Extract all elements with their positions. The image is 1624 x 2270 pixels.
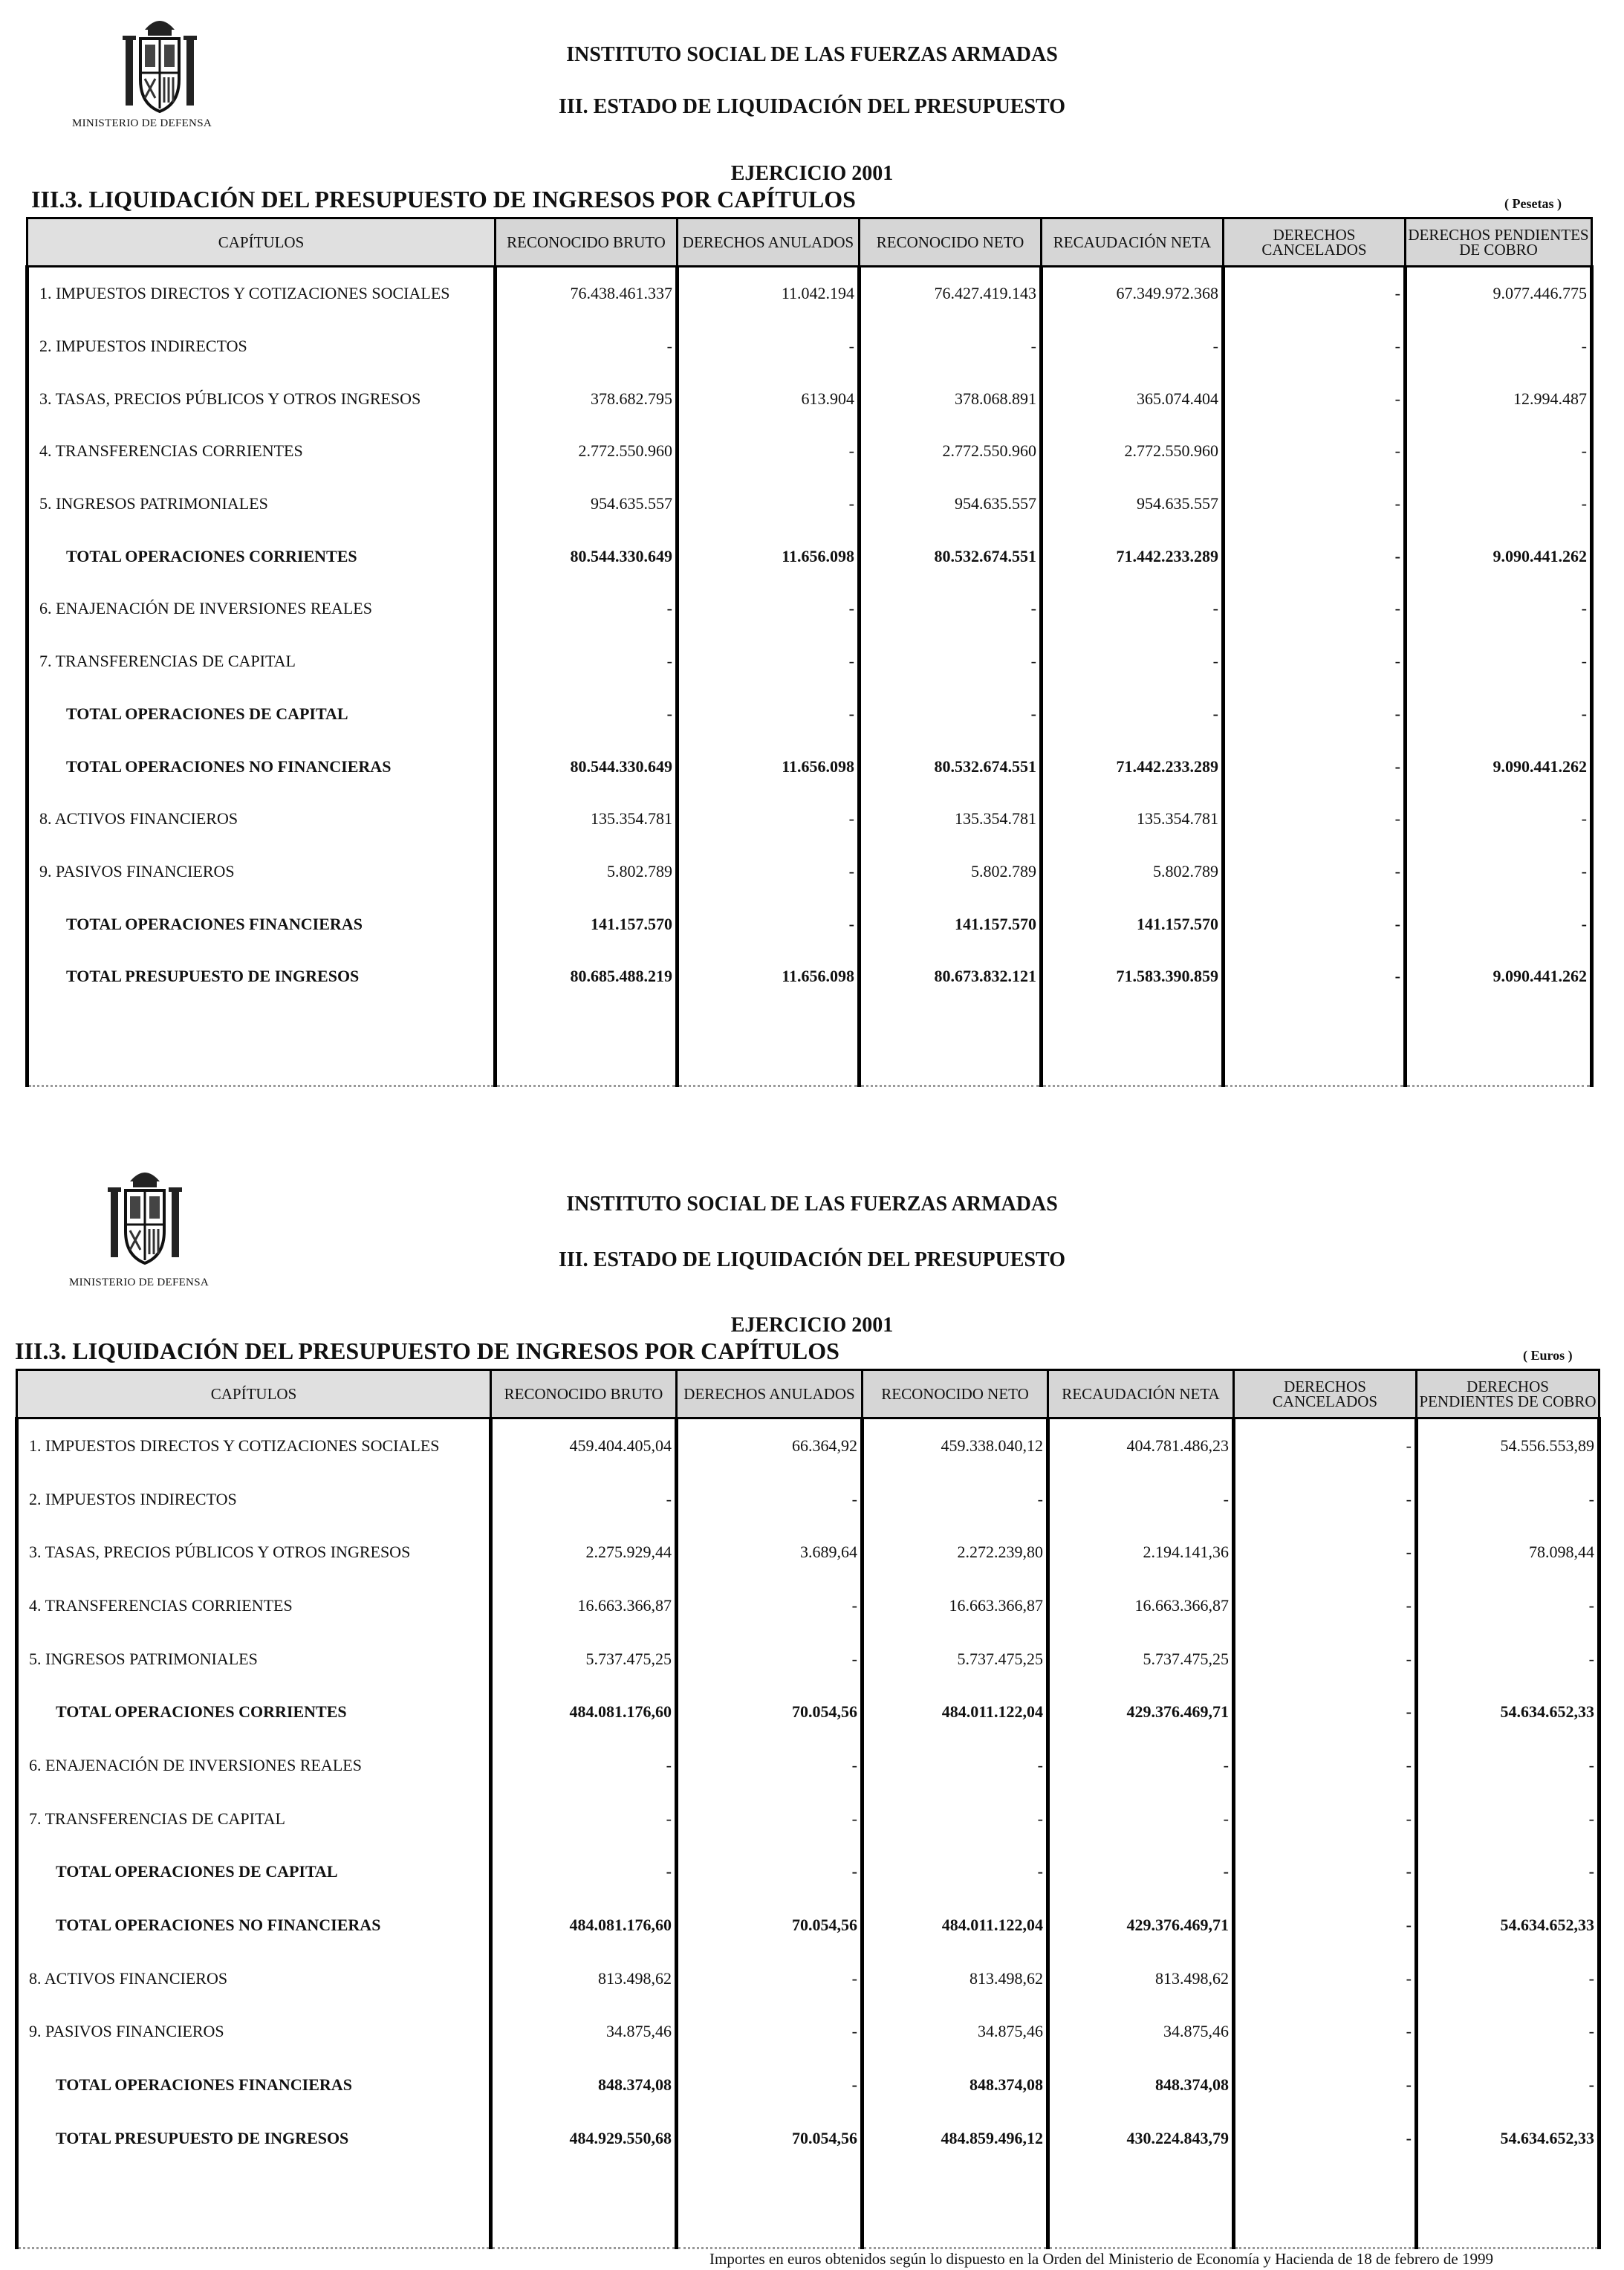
cell-value: 5.802.789 bbox=[1042, 846, 1224, 898]
row-label: 1. IMPUESTOS DIRECTOS Y COTIZACIONES SOCIALES bbox=[17, 1418, 491, 1473]
cell-value: 430.224.843,79 bbox=[1048, 2112, 1234, 2165]
cell-value: - bbox=[491, 1739, 677, 1792]
cell-value: - bbox=[678, 898, 860, 950]
cell-value: 11.656.098 bbox=[678, 530, 860, 583]
cell-value: - bbox=[1224, 846, 1406, 898]
cell-value: 2.772.550.960 bbox=[496, 425, 678, 478]
empty-cell bbox=[1406, 1003, 1592, 1086]
table-row bbox=[17, 1473, 1599, 1526]
row-label: 7. TRANSFERENCIAS DE CAPITAL bbox=[17, 1792, 491, 1846]
total-row bbox=[27, 950, 1592, 1003]
cell-value: 3.689,64 bbox=[677, 1525, 863, 1579]
cell-value: - bbox=[677, 1579, 863, 1632]
cell-value: 54.634.652,33 bbox=[1417, 1685, 1599, 1739]
cell-value: - bbox=[1234, 1898, 1417, 1952]
cell-value: 141.157.570 bbox=[496, 898, 678, 950]
col-header: DERECHOS PENDIENTES DE COBRO bbox=[1417, 1370, 1599, 1418]
row-label: TOTAL OPERACIONES FINANCIERAS bbox=[27, 898, 496, 950]
cell-value: - bbox=[678, 688, 860, 741]
cell-value: - bbox=[1224, 688, 1406, 741]
col-header: RECONOCIDO BRUTO bbox=[496, 218, 678, 267]
cell-value: 813.498,62 bbox=[491, 1952, 677, 2005]
cell-value: 954.635.557 bbox=[1042, 478, 1224, 531]
row-label: TOTAL OPERACIONES CORRIENTES bbox=[27, 530, 496, 583]
cell-value: 70.054,56 bbox=[677, 1898, 863, 1952]
table-row bbox=[27, 425, 1592, 478]
col-header: RECAUDACIÓN NETA bbox=[1042, 218, 1224, 267]
col-header: RECONOCIDO NETO bbox=[860, 218, 1042, 267]
cell-value: - bbox=[677, 1792, 863, 1846]
cell-value: - bbox=[1234, 1685, 1417, 1739]
cell-value: 71.442.233.289 bbox=[1042, 740, 1224, 793]
statement-title: III. ESTADO DE LIQUIDACIÓN DEL PRESUPUESTO bbox=[558, 95, 1066, 118]
cell-value: 80.532.674.551 bbox=[860, 530, 1042, 583]
cell-value: - bbox=[1048, 1739, 1234, 1792]
cell-value: 813.498,62 bbox=[863, 1952, 1048, 2005]
cell-value: 2.772.550.960 bbox=[860, 425, 1042, 478]
cell-value: - bbox=[1234, 2112, 1417, 2165]
row-label: 6. ENAJENACIÓN DE INVERSIONES REALES bbox=[17, 1739, 491, 1792]
total-row bbox=[27, 740, 1592, 793]
ministry-label: MINISTERIO DE DEFENSA bbox=[72, 117, 212, 129]
institution-title: INSTITUTO SOCIAL DE LAS FUERZAS ARMADAS bbox=[566, 1193, 1058, 1216]
cell-value: 484.081.176,60 bbox=[491, 1898, 677, 1952]
cell-value: 2.272.239,80 bbox=[863, 1525, 1048, 1579]
cell-value: 848.374,08 bbox=[863, 2058, 1048, 2112]
cell-value: 54.634.652,33 bbox=[1417, 1898, 1599, 1952]
cell-value: - bbox=[1234, 2058, 1417, 2112]
empty-cell bbox=[27, 1003, 496, 1086]
cell-value: - bbox=[1417, 1846, 1599, 1899]
cell-value: - bbox=[491, 1846, 677, 1899]
cell-value: - bbox=[1406, 846, 1592, 898]
table-subtitle: III.3. LIQUIDACIÓN DEL PRESUPUESTO DE INGRESOS POR CAPÍTULOS bbox=[15, 1337, 839, 1364]
cell-value: 813.498,62 bbox=[1048, 1952, 1234, 2005]
cell-value: 76.438.461.337 bbox=[496, 267, 678, 320]
cell-value: - bbox=[677, 2058, 863, 2112]
col-header: DERECHOS ANULADOS bbox=[678, 218, 860, 267]
row-label: TOTAL OPERACIONES DE CAPITAL bbox=[17, 1846, 491, 1899]
cell-value: 429.376.469,71 bbox=[1048, 1898, 1234, 1952]
empty-cell bbox=[1224, 1003, 1406, 1086]
row-label: TOTAL OPERACIONES NO FINANCIERAS bbox=[27, 740, 496, 793]
empty-cell bbox=[491, 2165, 677, 2248]
cell-value: 9.077.446.775 bbox=[1406, 267, 1592, 320]
cell-value: - bbox=[1042, 320, 1224, 373]
cell-value: - bbox=[1224, 267, 1406, 320]
table-row bbox=[27, 846, 1592, 898]
cell-value: - bbox=[678, 425, 860, 478]
cell-value: 429.376.469,71 bbox=[1048, 1685, 1234, 1739]
cell-value: - bbox=[1042, 583, 1224, 635]
cell-value: - bbox=[1417, 1579, 1599, 1632]
cell-value: 80.685.488.219 bbox=[496, 950, 678, 1003]
cell-value: - bbox=[1224, 635, 1406, 688]
table-row bbox=[17, 1792, 1599, 1846]
cell-value: - bbox=[1234, 1579, 1417, 1632]
cell-value: - bbox=[678, 320, 860, 373]
empty-cell bbox=[863, 2165, 1048, 2248]
cell-value: 5.737.475,25 bbox=[491, 1632, 677, 1686]
cell-value: - bbox=[1234, 1846, 1417, 1899]
cell-value: - bbox=[1417, 2058, 1599, 2112]
cell-value: - bbox=[678, 478, 860, 531]
cell-value: - bbox=[1406, 688, 1592, 741]
cell-value: 378.068.891 bbox=[860, 372, 1042, 425]
header-row bbox=[17, 1370, 1599, 1418]
row-label: TOTAL PRESUPUESTO DE INGRESOS bbox=[17, 2112, 491, 2165]
cell-value: 378.682.795 bbox=[496, 372, 678, 425]
table-row bbox=[27, 635, 1592, 688]
cell-value: - bbox=[1417, 2005, 1599, 2059]
table-row bbox=[27, 583, 1592, 635]
fiscal-year: EJERCICIO 2001 bbox=[730, 1314, 894, 1337]
table-row bbox=[17, 1525, 1599, 1579]
col-header: RECONOCIDO NETO bbox=[863, 1370, 1048, 1418]
cell-value: 484.081.176,60 bbox=[491, 1685, 677, 1739]
table-row bbox=[27, 793, 1592, 846]
cell-value: - bbox=[1048, 1792, 1234, 1846]
table-row bbox=[27, 372, 1592, 425]
cell-value: 5.802.789 bbox=[496, 846, 678, 898]
cell-value: - bbox=[863, 1846, 1048, 1899]
cell-value: - bbox=[860, 635, 1042, 688]
cell-value: 5.737.475,25 bbox=[863, 1632, 1048, 1686]
cell-value: - bbox=[860, 688, 1042, 741]
cell-value: 484.011.122,04 bbox=[863, 1898, 1048, 1952]
total-row bbox=[17, 1846, 1599, 1899]
cell-value: - bbox=[1417, 1632, 1599, 1686]
cell-value: 16.663.366,87 bbox=[863, 1579, 1048, 1632]
cell-value: 135.354.781 bbox=[860, 793, 1042, 846]
row-label: TOTAL OPERACIONES FINANCIERAS bbox=[17, 2058, 491, 2112]
total-row bbox=[27, 688, 1592, 741]
cell-value: 70.054,56 bbox=[677, 2112, 863, 2165]
cell-value: - bbox=[1224, 425, 1406, 478]
table-row bbox=[17, 1739, 1599, 1792]
row-label: 8. ACTIVOS FINANCIEROS bbox=[17, 1952, 491, 2005]
cell-value: - bbox=[1042, 635, 1224, 688]
cell-value: - bbox=[677, 1846, 863, 1899]
cell-value: 16.663.366,87 bbox=[1048, 1579, 1234, 1632]
table-row bbox=[17, 1579, 1599, 1632]
cell-value: 78.098,44 bbox=[1417, 1525, 1599, 1579]
cell-value: 484.859.496,12 bbox=[863, 2112, 1048, 2165]
cell-value: 54.634.652,33 bbox=[1417, 2112, 1599, 2165]
filler-row bbox=[27, 1003, 1592, 1086]
cell-value: - bbox=[863, 1739, 1048, 1792]
cell-value: - bbox=[1406, 478, 1592, 531]
cell-value: 80.532.674.551 bbox=[860, 740, 1042, 793]
cell-value: 404.781.486,23 bbox=[1048, 1418, 1234, 1473]
cell-value: - bbox=[678, 793, 860, 846]
cell-value: 16.663.366,87 bbox=[491, 1579, 677, 1632]
cell-value: 459.338.040,12 bbox=[863, 1418, 1048, 1473]
cell-value: - bbox=[1417, 1792, 1599, 1846]
cell-value: 11.656.098 bbox=[678, 740, 860, 793]
cell-value: 71.583.390.859 bbox=[1042, 950, 1224, 1003]
footnote: Importes en euros obtenidos según lo dispuesto en la Orden del Ministerio de Economía y Hacienda de 18 de febrero de 1999 bbox=[709, 2250, 1493, 2268]
cell-value: - bbox=[678, 846, 860, 898]
empty-cell bbox=[860, 1003, 1042, 1086]
cell-value: 12.994.487 bbox=[1406, 372, 1592, 425]
table-row bbox=[17, 1952, 1599, 2005]
cell-value: - bbox=[1406, 898, 1592, 950]
total-row bbox=[27, 530, 1592, 583]
row-label: 2. IMPUESTOS INDIRECTOS bbox=[27, 320, 496, 373]
cell-value: - bbox=[1417, 1473, 1599, 1526]
table-row bbox=[17, 1632, 1599, 1686]
cell-value: 613.904 bbox=[678, 372, 860, 425]
col-header: DERECHOS CANCELADOS bbox=[1224, 218, 1406, 267]
institution-title: INSTITUTO SOCIAL DE LAS FUERZAS ARMADAS bbox=[566, 43, 1058, 66]
cell-value: - bbox=[1224, 478, 1406, 531]
cell-value: - bbox=[860, 320, 1042, 373]
statement-title: III. ESTADO DE LIQUIDACIÓN DEL PRESUPUESTO bbox=[558, 1248, 1066, 1271]
cell-value: - bbox=[1048, 1846, 1234, 1899]
cell-value: 11.656.098 bbox=[678, 950, 860, 1003]
cell-value: 66.364,92 bbox=[677, 1418, 863, 1473]
row-label: 8. ACTIVOS FINANCIEROS bbox=[27, 793, 496, 846]
cell-value: - bbox=[496, 635, 678, 688]
cell-value: 484.011.122,04 bbox=[863, 1685, 1048, 1739]
row-label: 9. PASIVOS FINANCIEROS bbox=[17, 2005, 491, 2059]
col-header: RECAUDACIÓN NETA bbox=[1048, 1370, 1234, 1418]
table-row bbox=[17, 1418, 1599, 1473]
total-row bbox=[17, 2058, 1599, 2112]
cell-value: 80.544.330.649 bbox=[496, 740, 678, 793]
cell-value: - bbox=[1224, 898, 1406, 950]
ministry-label: MINISTERIO DE DEFENSA bbox=[69, 1277, 209, 1288]
row-label: 1. IMPUESTOS DIRECTOS Y COTIZACIONES SOCIALES bbox=[27, 267, 496, 320]
cell-value: - bbox=[1224, 950, 1406, 1003]
cell-value: - bbox=[491, 1792, 677, 1846]
currency-unit: ( Pesetas ) bbox=[1504, 196, 1562, 211]
row-label: TOTAL OPERACIONES CORRIENTES bbox=[17, 1685, 491, 1739]
cell-value: 5.737.475,25 bbox=[1048, 1632, 1234, 1686]
cell-value: 54.556.553,89 bbox=[1417, 1418, 1599, 1473]
cell-value: - bbox=[1234, 2005, 1417, 2059]
total-row bbox=[27, 898, 1592, 950]
cell-value: - bbox=[1234, 1792, 1417, 1846]
cell-value: 9.090.441.262 bbox=[1406, 950, 1592, 1003]
cell-value: 34.875,46 bbox=[491, 2005, 677, 2059]
cell-value: 2.275.929,44 bbox=[491, 1525, 677, 1579]
empty-cell bbox=[1042, 1003, 1224, 1086]
empty-cell bbox=[1417, 2165, 1599, 2248]
cell-value: 365.074.404 bbox=[1042, 372, 1224, 425]
row-label: TOTAL OPERACIONES DE CAPITAL bbox=[27, 688, 496, 741]
cell-value: - bbox=[1234, 1418, 1417, 1473]
cell-value: - bbox=[1224, 372, 1406, 425]
cell-value: - bbox=[863, 1792, 1048, 1846]
cell-value: - bbox=[1234, 1739, 1417, 1792]
total-row bbox=[17, 1898, 1599, 1952]
row-label: 3. TASAS, PRECIOS PÚBLICOS Y OTROS INGRESOS bbox=[27, 372, 496, 425]
euros-section bbox=[0, 1152, 1624, 2270]
cell-value: 34.875,46 bbox=[1048, 2005, 1234, 2059]
cell-value: 9.090.441.262 bbox=[1406, 530, 1592, 583]
revenue-table bbox=[15, 1369, 1601, 2249]
cell-value: 848.374,08 bbox=[491, 2058, 677, 2112]
cell-value: - bbox=[1234, 1525, 1417, 1579]
cell-value: - bbox=[1224, 530, 1406, 583]
cell-value: 2.194.141,36 bbox=[1048, 1525, 1234, 1579]
filler-row bbox=[17, 2165, 1599, 2248]
cell-value: 9.090.441.262 bbox=[1406, 740, 1592, 793]
cell-value: - bbox=[677, 1739, 863, 1792]
row-label: 9. PASIVOS FINANCIEROS bbox=[27, 846, 496, 898]
cell-value: - bbox=[860, 583, 1042, 635]
cell-value: 70.054,56 bbox=[677, 1685, 863, 1739]
col-header: CAPÍTULOS bbox=[17, 1370, 491, 1418]
cell-value: - bbox=[1406, 793, 1592, 846]
col-header: DERECHOS PENDIENTES DE COBRO bbox=[1406, 218, 1592, 267]
cell-value: 5.802.789 bbox=[860, 846, 1042, 898]
cell-value: - bbox=[496, 688, 678, 741]
cell-value: - bbox=[1048, 1473, 1234, 1526]
cell-value: 141.157.570 bbox=[1042, 898, 1224, 950]
revenue-table bbox=[25, 217, 1594, 1087]
cell-value: - bbox=[1406, 425, 1592, 478]
col-header: DERECHOS ANULADOS bbox=[677, 1370, 863, 1418]
cell-value: 34.875,46 bbox=[863, 2005, 1048, 2059]
table-row bbox=[27, 478, 1592, 531]
cell-value: - bbox=[1234, 1632, 1417, 1686]
cell-value: - bbox=[863, 1473, 1048, 1526]
row-label: 6. ENAJENACIÓN DE INVERSIONES REALES bbox=[27, 583, 496, 635]
total-row bbox=[17, 2112, 1599, 2165]
cell-value: 484.929.550,68 bbox=[491, 2112, 677, 2165]
cell-value: - bbox=[1417, 1952, 1599, 2005]
cell-value: 67.349.972.368 bbox=[1042, 267, 1224, 320]
cell-value: - bbox=[677, 1473, 863, 1526]
table-row bbox=[27, 267, 1592, 320]
row-label: 7. TRANSFERENCIAS DE CAPITAL bbox=[27, 635, 496, 688]
row-label: 3. TASAS, PRECIOS PÚBLICOS Y OTROS INGRESOS bbox=[17, 1525, 491, 1579]
row-label: TOTAL PRESUPUESTO DE INGRESOS bbox=[27, 950, 496, 1003]
cell-value: - bbox=[1406, 320, 1592, 373]
row-label: 2. IMPUESTOS INDIRECTOS bbox=[17, 1473, 491, 1526]
cell-value: 135.354.781 bbox=[496, 793, 678, 846]
cell-value: 11.042.194 bbox=[678, 267, 860, 320]
empty-cell bbox=[1048, 2165, 1234, 2248]
cell-value: - bbox=[1224, 793, 1406, 846]
table-row bbox=[27, 320, 1592, 373]
col-header: CAPÍTULOS bbox=[27, 218, 496, 267]
cell-value: 459.404.405,04 bbox=[491, 1418, 677, 1473]
header-row bbox=[27, 218, 1592, 267]
empty-cell bbox=[677, 2165, 863, 2248]
row-label: 5. INGRESOS PATRIMONIALES bbox=[17, 1632, 491, 1686]
cell-value: - bbox=[496, 320, 678, 373]
cell-value: - bbox=[678, 635, 860, 688]
cell-value: 71.442.233.289 bbox=[1042, 530, 1224, 583]
cell-value: 848.374,08 bbox=[1048, 2058, 1234, 2112]
cell-value: - bbox=[1234, 1473, 1417, 1526]
cell-value: - bbox=[1224, 740, 1406, 793]
cell-value: - bbox=[678, 583, 860, 635]
empty-cell bbox=[17, 2165, 491, 2248]
cell-value: - bbox=[1234, 1952, 1417, 2005]
table-subtitle: III.3. LIQUIDACIÓN DEL PRESUPUESTO DE INGRESOS POR CAPÍTULOS bbox=[31, 186, 856, 213]
cell-value: - bbox=[677, 1632, 863, 1686]
empty-cell bbox=[678, 1003, 860, 1086]
cell-value: 80.544.330.649 bbox=[496, 530, 678, 583]
cell-value: 76.427.419.143 bbox=[860, 267, 1042, 320]
cell-value: 135.354.781 bbox=[1042, 793, 1224, 846]
row-label: 4. TRANSFERENCIAS CORRIENTES bbox=[27, 425, 496, 478]
col-header: DERECHOS CANCELADOS bbox=[1234, 1370, 1417, 1418]
cell-value: - bbox=[677, 1952, 863, 2005]
fiscal-year: EJERCICIO 2001 bbox=[730, 162, 894, 185]
col-header: RECONOCIDO BRUTO bbox=[491, 1370, 677, 1418]
cell-value: - bbox=[1406, 635, 1592, 688]
cell-value: 2.772.550.960 bbox=[1042, 425, 1224, 478]
cell-value: - bbox=[1406, 583, 1592, 635]
cell-value: - bbox=[1224, 320, 1406, 373]
cell-value: 954.635.557 bbox=[860, 478, 1042, 531]
table-row bbox=[17, 2005, 1599, 2059]
total-row bbox=[17, 1685, 1599, 1739]
cell-value: - bbox=[491, 1473, 677, 1526]
cell-value: 954.635.557 bbox=[496, 478, 678, 531]
row-label: 4. TRANSFERENCIAS CORRIENTES bbox=[17, 1579, 491, 1632]
cell-value: 141.157.570 bbox=[860, 898, 1042, 950]
empty-cell bbox=[496, 1003, 678, 1086]
cell-value: - bbox=[1042, 688, 1224, 741]
row-label: TOTAL OPERACIONES NO FINANCIERAS bbox=[17, 1898, 491, 1952]
cell-value: - bbox=[496, 583, 678, 635]
cell-value: 80.673.832.121 bbox=[860, 950, 1042, 1003]
cell-value: - bbox=[1417, 1739, 1599, 1792]
empty-cell bbox=[1234, 2165, 1417, 2248]
pesetas-section bbox=[0, 0, 1624, 1100]
cell-value: - bbox=[1224, 583, 1406, 635]
row-label: 5. INGRESOS PATRIMONIALES bbox=[27, 478, 496, 531]
currency-unit: ( Euros ) bbox=[1523, 1348, 1573, 1363]
cell-value: - bbox=[677, 2005, 863, 2059]
